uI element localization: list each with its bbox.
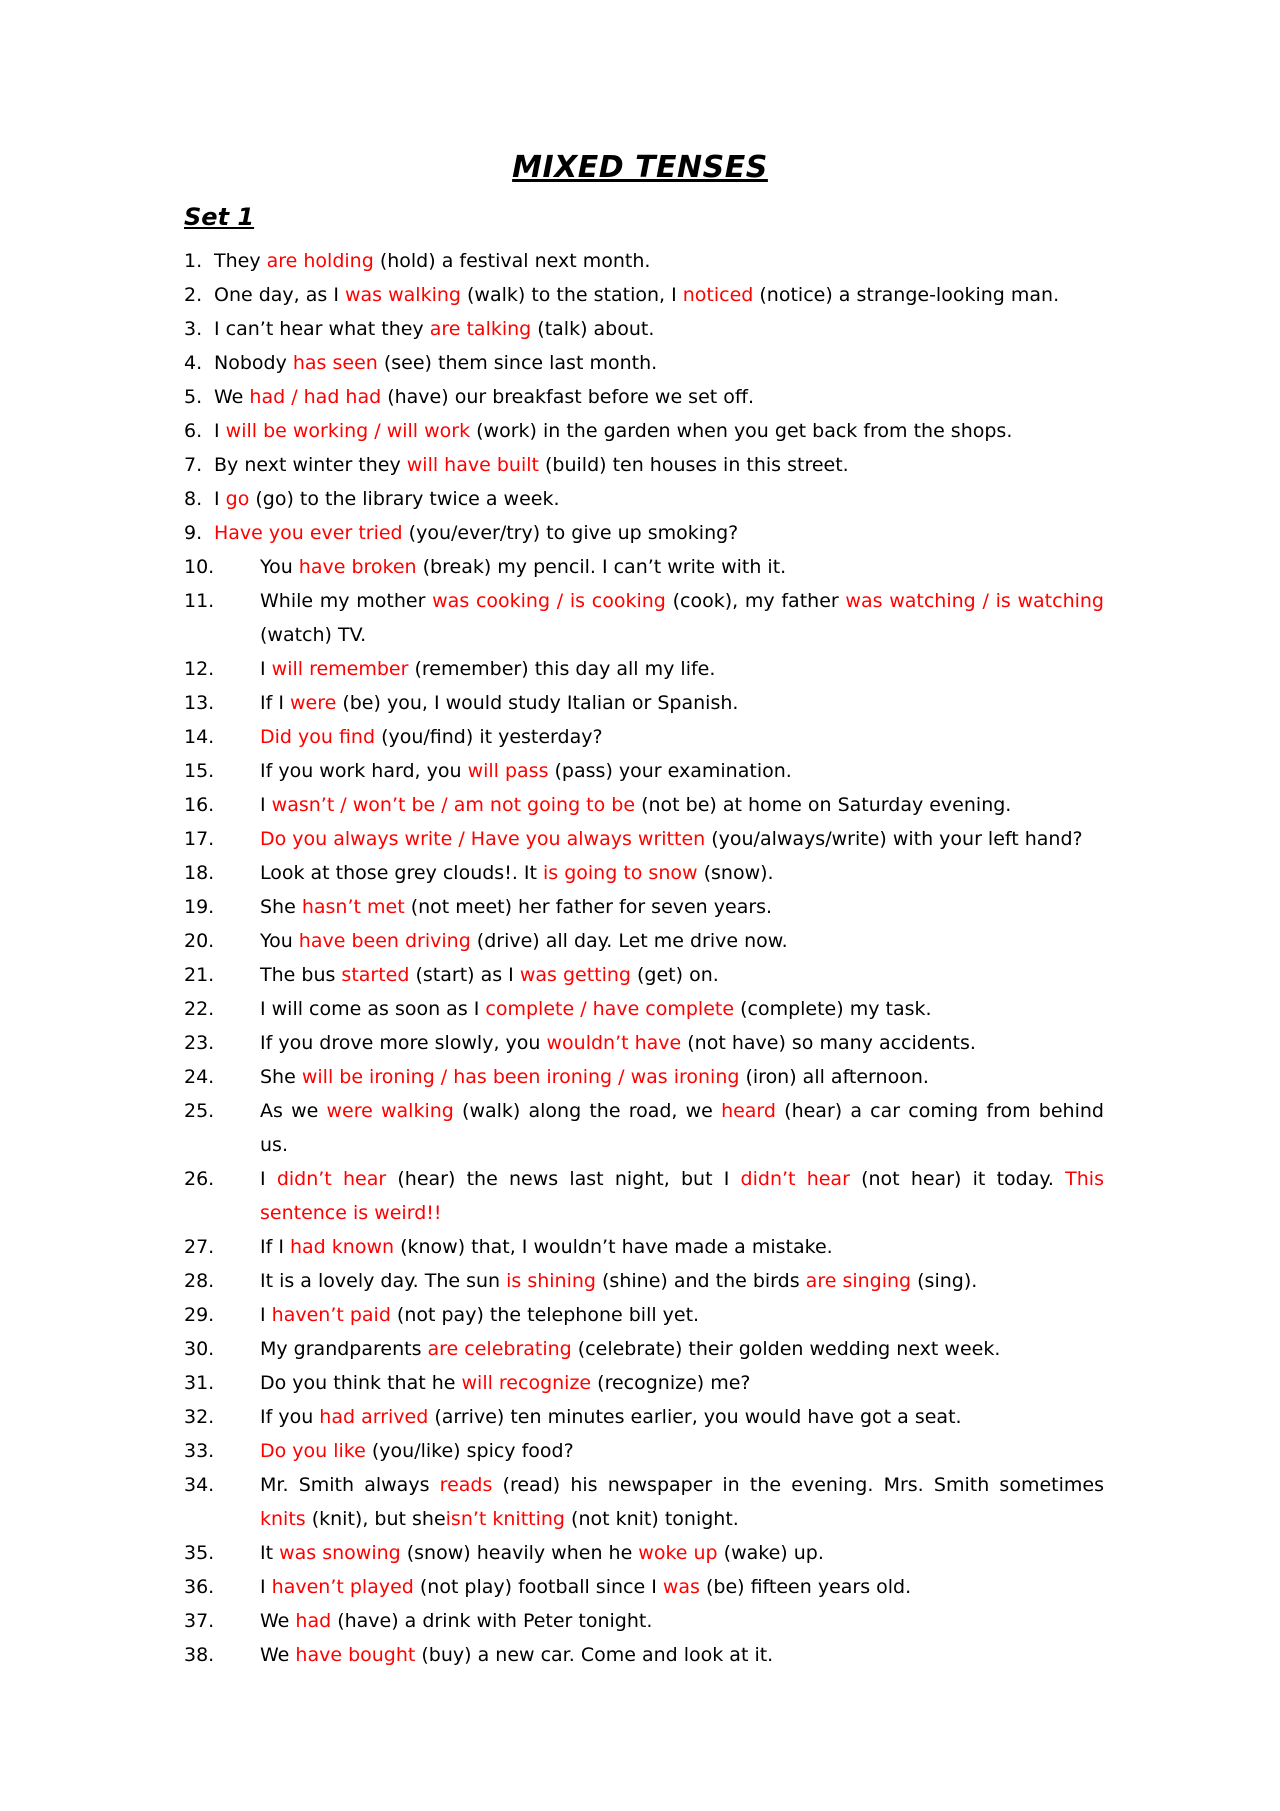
prompt-text: Do you think that he: [260, 1372, 462, 1394]
prompt-text: (watch) TV.: [260, 624, 367, 646]
item-sentence: [260, 1610, 652, 1632]
answer-text: This sentence is weird!!: [260, 1168, 1104, 1224]
prompt-text: While my mother: [260, 590, 433, 612]
item-number: 8.: [184, 488, 203, 510]
item-sentence: [260, 1066, 929, 1088]
answer-text: noticed: [682, 284, 754, 306]
prompt-text: It: [260, 1542, 280, 1564]
item-sentence: [260, 556, 786, 578]
item-number: 12.: [184, 658, 215, 680]
answer-text: is going to snow: [543, 862, 698, 884]
item-number: 16.: [184, 794, 215, 816]
prompt-text: (see) them since last month.: [377, 352, 658, 374]
prompt-text: (know) that, I wouldn’t have made a mistake.: [394, 1236, 833, 1258]
item-number: 6.: [184, 420, 203, 442]
exercise-item: [184, 788, 1104, 822]
answer-text: were walking: [326, 1100, 454, 1122]
item-number: 23.: [184, 1032, 215, 1054]
answer-text: will remember: [271, 658, 409, 680]
item-sentence: [260, 1474, 1104, 1530]
exercise-item: [184, 652, 1104, 686]
exercise-item: [184, 448, 1104, 482]
item-number: 4.: [184, 352, 203, 374]
answer-text: will pass: [467, 760, 549, 782]
prompt-text: We: [214, 386, 250, 408]
item-number: 36.: [184, 1576, 215, 1598]
item-number: 25.: [184, 1100, 215, 1122]
prompt-text: (knit), but she: [305, 1508, 446, 1530]
prompt-text: (wake) up.: [717, 1542, 824, 1564]
exercise-item: [184, 278, 1104, 312]
item-number: 7.: [184, 454, 203, 476]
prompt-text: (talk) about.: [531, 318, 655, 340]
answer-text: Have you ever tried: [214, 522, 403, 544]
prompt-text: I will come as soon as I: [260, 998, 486, 1020]
prompt-text: (you/ever/try) to give up smoking?: [402, 522, 739, 544]
answer-text: are talking: [429, 318, 532, 340]
prompt-text: (drive) all day. Let me drive now.: [470, 930, 788, 952]
item-sentence: [214, 488, 560, 510]
answer-text: Do you always write / Have you always written: [260, 828, 706, 850]
prompt-text: (walk) to the station, I: [460, 284, 683, 306]
answer-text: will be ironing / has been ironing / was ironing: [301, 1066, 740, 1088]
item-sentence: [260, 726, 603, 748]
item-sentence: [214, 250, 650, 272]
prompt-text: (read) his newspaper in the evening. Mrs. Smith sometimes: [492, 1474, 1104, 1496]
item-number: 18.: [184, 862, 215, 884]
prompt-text: (be) fifteen years old.: [699, 1576, 912, 1598]
exercise-item: [184, 1638, 1104, 1672]
answer-text: haven’t played: [271, 1576, 414, 1598]
prompt-text: My grandparents: [260, 1338, 428, 1360]
answer-text: go: [225, 488, 250, 510]
exercise-item: [184, 1094, 1104, 1162]
prompt-text: One day, as I: [214, 284, 345, 306]
exercise-item: [184, 992, 1104, 1026]
item-number: 1.: [184, 250, 203, 272]
item-number: 15.: [184, 760, 215, 782]
item-sentence: [260, 1032, 976, 1054]
prompt-text: I: [214, 420, 226, 442]
answer-text: have been driving: [298, 930, 471, 952]
exercise-item: [184, 380, 1104, 414]
answer-text: were: [289, 692, 337, 714]
item-number: 35.: [184, 1542, 215, 1564]
exercise-item: [184, 1400, 1104, 1434]
prompt-text: (get) on.: [630, 964, 719, 986]
item-number: 38.: [184, 1644, 215, 1666]
item-sentence: [260, 1270, 977, 1292]
prompt-text: (break) my pencil. I can’t write with it.: [416, 556, 787, 578]
prompt-text: (build) ten houses in this street.: [538, 454, 849, 476]
prompt-text: They: [214, 250, 267, 272]
exercise-item: [184, 414, 1104, 448]
item-sentence: [260, 896, 772, 918]
prompt-text: (sing).: [911, 1270, 978, 1292]
prompt-text: If I: [260, 1236, 290, 1258]
item-sentence: [260, 1304, 699, 1326]
prompt-text: (not be) at home on Saturday evening.: [635, 794, 1012, 816]
prompt-text: (walk) along the road, we: [453, 1100, 722, 1122]
answer-text: will have built: [406, 454, 539, 476]
prompt-text: (you/like) spicy food?: [365, 1440, 574, 1462]
prompt-text: I: [260, 1576, 272, 1598]
exercise-item: [184, 822, 1104, 856]
item-number: 33.: [184, 1440, 215, 1462]
prompt-text: (not hear) it today.: [849, 1168, 1066, 1190]
answer-text: was snowing: [279, 1542, 401, 1564]
exercise-list: [184, 244, 1104, 1672]
prompt-text: (be) you, I would study Italian or Spanish.: [336, 692, 739, 714]
answer-text: will be working / will work: [225, 420, 471, 442]
answer-text: woke up: [638, 1542, 718, 1564]
prompt-text: (not have) so many accidents.: [681, 1032, 976, 1054]
exercise-item: [184, 1298, 1104, 1332]
item-sentence: [260, 1644, 773, 1666]
answer-text: was watching / is watching: [845, 590, 1104, 612]
item-number: 10.: [184, 556, 215, 578]
item-number: 37.: [184, 1610, 215, 1632]
exercise-item: [184, 958, 1104, 992]
exercise-item: [184, 1026, 1104, 1060]
exercise-item: [184, 720, 1104, 754]
answer-text: isn’t knitting: [445, 1508, 565, 1530]
prompt-text: By next winter they: [214, 454, 407, 476]
prompt-text: You: [260, 930, 299, 952]
prompt-text: She: [260, 896, 302, 918]
prompt-text: (not pay) the telephone bill yet.: [390, 1304, 700, 1326]
exercise-item: [184, 1332, 1104, 1366]
prompt-text: (recognize) me?: [591, 1372, 751, 1394]
exercise-item: [184, 482, 1104, 516]
item-number: 24.: [184, 1066, 215, 1088]
prompt-text: We: [260, 1644, 296, 1666]
exercise-item: [184, 1604, 1104, 1638]
prompt-text: (start) as I: [409, 964, 520, 986]
prompt-text: Look at those grey clouds!. It: [260, 862, 543, 884]
item-number: 26.: [184, 1168, 215, 1190]
prompt-text: (hear) a car coming from behind us.: [260, 1100, 1104, 1156]
item-number: 5.: [184, 386, 203, 408]
prompt-text: (not meet) her father for seven years.: [404, 896, 773, 918]
prompt-text: You: [260, 556, 299, 578]
exercise-item: [184, 1366, 1104, 1400]
answer-text: was: [662, 1576, 700, 1598]
answer-text: started: [341, 964, 410, 986]
item-number: 14.: [184, 726, 215, 748]
item-number: 20.: [184, 930, 215, 952]
prompt-text: I: [260, 794, 272, 816]
prompt-text: If I: [260, 692, 290, 714]
prompt-text: (shine) and the birds: [595, 1270, 806, 1292]
prompt-text: (have) our breakfast before we set off.: [381, 386, 755, 408]
prompt-text: (you/always/write) with your left hand?: [705, 828, 1083, 850]
answer-text: is shining: [506, 1270, 596, 1292]
answer-text: will recognize: [461, 1372, 592, 1394]
prompt-text: (snow) heavily when he: [400, 1542, 639, 1564]
item-sentence: [260, 794, 1011, 816]
item-sentence: [260, 964, 719, 986]
item-sentence: [260, 760, 792, 782]
item-sentence: [260, 1100, 1104, 1156]
prompt-text: I can’t hear what they: [214, 318, 430, 340]
exercise-item: [184, 890, 1104, 924]
answer-text: Do you like: [260, 1440, 366, 1462]
exercise-item: [184, 516, 1104, 550]
prompt-text: (complete) my task.: [734, 998, 932, 1020]
answer-text: was cooking / is cooking: [432, 590, 666, 612]
answer-text: have bought: [295, 1644, 416, 1666]
answer-text: reads: [439, 1474, 493, 1496]
item-sentence: [214, 318, 654, 340]
exercise-item: [184, 754, 1104, 788]
answer-text: has seen: [292, 352, 378, 374]
exercise-item: [184, 924, 1104, 958]
answer-text: didn’t hear: [740, 1168, 850, 1190]
prompt-text: I: [260, 1304, 272, 1326]
exercise-item: [184, 550, 1104, 584]
prompt-text: (arrive) ten minutes earlier, you would have got a seat.: [428, 1406, 962, 1428]
prompt-text: She: [260, 1066, 302, 1088]
answer-text: had known: [289, 1236, 395, 1258]
prompt-text: (hold) a festival next month.: [373, 250, 651, 272]
prompt-text: Nobody: [214, 352, 293, 374]
prompt-text: (notice) a strange-looking man.: [753, 284, 1060, 306]
item-sentence: [260, 1372, 751, 1394]
answer-text: Did you find: [260, 726, 376, 748]
prompt-text: (iron) all afternoon.: [739, 1066, 929, 1088]
set-heading: Set 1: [184, 203, 255, 231]
item-sentence: [260, 1440, 574, 1462]
item-number: 31.: [184, 1372, 215, 1394]
answer-text: knits: [260, 1508, 306, 1530]
answer-text: haven’t paid: [271, 1304, 391, 1326]
item-number: 21.: [184, 964, 215, 986]
prompt-text: (snow).: [697, 862, 774, 884]
prompt-text: (have) a drink with Peter tonight.: [331, 1610, 653, 1632]
prompt-text: If you: [260, 1406, 320, 1428]
prompt-text: (pass) your examination.: [548, 760, 792, 782]
answer-text: was getting: [519, 964, 631, 986]
item-sentence: [214, 454, 849, 476]
answer-text: are holding: [266, 250, 374, 272]
item-sentence: [214, 420, 1012, 442]
prompt-text: If you work hard, you: [260, 760, 468, 782]
item-sentence: [260, 930, 788, 952]
item-sentence: [260, 1168, 1104, 1224]
item-number: 30.: [184, 1338, 215, 1360]
item-number: 29.: [184, 1304, 215, 1326]
item-number: 22.: [184, 998, 215, 1020]
item-sentence: [260, 862, 774, 884]
item-number: 3.: [184, 318, 203, 340]
exercise-item: [184, 346, 1104, 380]
item-number: 32.: [184, 1406, 215, 1428]
item-sentence: [260, 590, 1104, 646]
prompt-text: (cook), my father: [665, 590, 846, 612]
answer-text: complete / have complete: [485, 998, 735, 1020]
exercise-item: [184, 1468, 1104, 1536]
prompt-text: (work) in the garden when you get back from the shops.: [470, 420, 1013, 442]
exercise-item: [184, 1536, 1104, 1570]
answer-text: wouldn’t have: [546, 1032, 682, 1054]
item-number: 11.: [184, 590, 215, 612]
item-sentence: [260, 1236, 833, 1258]
answer-text: are singing: [805, 1270, 912, 1292]
prompt-text: (buy) a new car. Come and look at it.: [415, 1644, 774, 1666]
prompt-text: I: [260, 658, 272, 680]
prompt-text: (go) to the library twice a week.: [249, 488, 560, 510]
item-sentence: [260, 658, 715, 680]
answer-text: heard: [721, 1100, 776, 1122]
answer-text: wasn’t / won’t be / am not going to be: [271, 794, 636, 816]
answer-text: have broken: [298, 556, 417, 578]
exercise-item: [184, 1264, 1104, 1298]
prompt-text: If you drove more slowly, you: [260, 1032, 547, 1054]
item-sentence: [260, 828, 1083, 850]
prompt-text: We: [260, 1610, 296, 1632]
exercise-item: [184, 1570, 1104, 1604]
answer-text: hasn’t met: [301, 896, 405, 918]
item-number: 27.: [184, 1236, 215, 1258]
item-sentence: [214, 386, 754, 408]
item-number: 9.: [184, 522, 203, 544]
prompt-text: Mr. Smith always: [260, 1474, 440, 1496]
prompt-text: The bus: [260, 964, 342, 986]
page-title: MIXED TENSES: [512, 150, 768, 185]
item-sentence: [214, 352, 657, 374]
exercise-item: [184, 312, 1104, 346]
exercise-item: [184, 1060, 1104, 1094]
answer-text: had / had had: [249, 386, 382, 408]
item-number: 13.: [184, 692, 215, 714]
prompt-text: (remember) this day all my life.: [408, 658, 716, 680]
item-number: 19.: [184, 896, 215, 918]
answer-text: are celebrating: [427, 1338, 572, 1360]
exercise-item: [184, 244, 1104, 278]
item-sentence: [260, 692, 738, 714]
prompt-text: (you/find) it yesterday?: [375, 726, 603, 748]
item-sentence: [260, 998, 932, 1020]
prompt-text: I: [260, 1168, 277, 1190]
item-sentence: [214, 284, 1059, 306]
answer-text: had arrived: [319, 1406, 429, 1428]
exercise-item: [184, 856, 1104, 890]
exercise-item: [184, 1434, 1104, 1468]
item-number: 17.: [184, 828, 215, 850]
item-sentence: [214, 522, 738, 544]
item-sentence: [260, 1406, 962, 1428]
prompt-text: (not play) football since I: [413, 1576, 663, 1598]
item-number: 2.: [184, 284, 203, 306]
item-number: 28.: [184, 1270, 215, 1292]
exercise-item: [184, 686, 1104, 720]
answer-text: was walking: [344, 284, 461, 306]
prompt-text: It is a lovely day. The sun: [260, 1270, 507, 1292]
item-sentence: [260, 1576, 911, 1598]
prompt-text: (hear) the news last night, but I: [386, 1168, 741, 1190]
item-sentence: [260, 1338, 1000, 1360]
prompt-text: As we: [260, 1100, 327, 1122]
item-number: 34.: [184, 1474, 215, 1496]
answer-text: had: [295, 1610, 332, 1632]
exercise-item: [184, 1162, 1104, 1230]
answer-text: didn’t hear: [276, 1168, 387, 1190]
exercise-item: [184, 1230, 1104, 1264]
prompt-text: (not knit) tonight.: [565, 1508, 739, 1530]
prompt-text: (celebrate) their golden wedding next week.: [571, 1338, 1001, 1360]
item-sentence: [260, 1542, 824, 1564]
exercise-item: [184, 584, 1104, 652]
prompt-text: I: [214, 488, 226, 510]
